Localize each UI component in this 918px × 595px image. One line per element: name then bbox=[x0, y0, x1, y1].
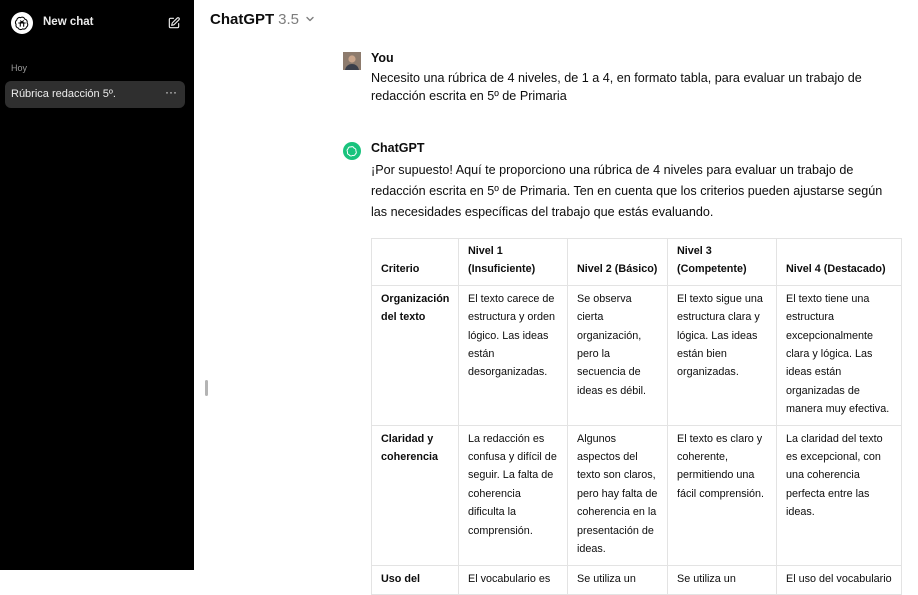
user-avatar bbox=[343, 52, 361, 70]
more-horizontal-icon[interactable]: ··· bbox=[165, 85, 177, 99]
table-cell: El texto tiene una estructura excepcionalmente clara y lógica. Las ideas están organizadas de manera muy efectiva. bbox=[777, 285, 902, 425]
table-cell: Se utiliza un bbox=[668, 565, 777, 594]
table-cell: Algunos aspectos del texto son claros, pero hay falta de coherencia en la presentación de ideas. bbox=[568, 425, 668, 565]
rubric-table bbox=[371, 238, 902, 595]
column-header-nivel-2: Nivel 2 (Básico) bbox=[568, 239, 668, 286]
table-cell-criterion: Claridad y coherencia bbox=[372, 425, 459, 565]
assistant-author-name: ChatGPT bbox=[371, 141, 425, 155]
sidebar-item-rubrica[interactable] bbox=[5, 81, 185, 108]
table-cell: Se utiliza un bbox=[568, 565, 668, 594]
new-chat-row[interactable] bbox=[5, 8, 185, 38]
table-cell-criterion: Organización del texto bbox=[372, 285, 459, 425]
table-cell: El texto es claro y coherente, permitiendo una fácil comprensión. bbox=[668, 425, 777, 565]
model-selector[interactable] bbox=[210, 8, 315, 30]
table-cell: Se observa cierta organización, pero la secuencia de ideas es débil. bbox=[568, 285, 668, 425]
table-cell: El texto carece de estructura y orden lógico. Las ideas están desorganizadas. bbox=[459, 285, 568, 425]
sidebar bbox=[0, 0, 194, 570]
model-name[interactable]: ChatGPT bbox=[210, 10, 275, 28]
model-version[interactable]: 3.5 bbox=[278, 10, 300, 28]
sidebar-section-today: Hoy bbox=[11, 63, 28, 73]
chevron-down-icon[interactable] bbox=[305, 14, 315, 24]
openai-logo-icon bbox=[11, 12, 33, 34]
column-header-criterio: Criterio bbox=[372, 239, 459, 286]
table-cell-criterion: Uso del bbox=[372, 565, 459, 594]
table-cell: La claridad del texto es excepcional, con una coherencia perfecta entre las ideas. bbox=[777, 425, 902, 565]
table-header-row bbox=[372, 239, 902, 286]
user-author-name: You bbox=[371, 51, 394, 65]
sidebar-item-label[interactable]: Rúbrica redacción 5º. bbox=[11, 88, 116, 100]
table-cell: El texto sigue una estructura clara y lógica. Las ideas están bien organizadas. bbox=[668, 285, 777, 425]
edit-icon[interactable] bbox=[165, 14, 183, 32]
chatgpt-avatar-icon bbox=[343, 142, 361, 160]
table-cell: El vocabulario es bbox=[459, 565, 568, 594]
user-message-text: Necesito una rúbrica de 4 niveles, de 1 a 4, en formato tabla, para evaluar un trabajo de redacción escrita en 5º de Primaria bbox=[371, 71, 862, 103]
column-header-nivel-3: Nivel 3 (Competente) bbox=[668, 239, 777, 286]
table-row bbox=[372, 285, 902, 425]
table-row bbox=[372, 565, 902, 594]
new-chat-label[interactable]: New chat bbox=[43, 16, 94, 28]
table-row bbox=[372, 425, 902, 565]
assistant-message-text: ¡Por supuesto! Aquí te proporciono una rúbrica de 4 niveles para evaluar un trabajo de redacción escrita en 5º de Primaria. Ten en cuenta que los criterios pueden ajustarse según las necesidades específicas del trabajo que estás evaluando. bbox=[371, 163, 883, 219]
table-cell: El uso del vocabulario bbox=[777, 565, 902, 594]
table-cell: La redacción es confusa y difícil de seguir. La falta de coherencia dificulta la comprensión. bbox=[459, 425, 568, 565]
rubric-table-container bbox=[371, 238, 901, 595]
sidebar-resize-handle[interactable] bbox=[205, 380, 208, 396]
column-header-nivel-4: Nivel 4 (Destacado) bbox=[777, 239, 902, 286]
column-header-nivel-1: Nivel 1 (Insuficiente) bbox=[459, 239, 568, 286]
